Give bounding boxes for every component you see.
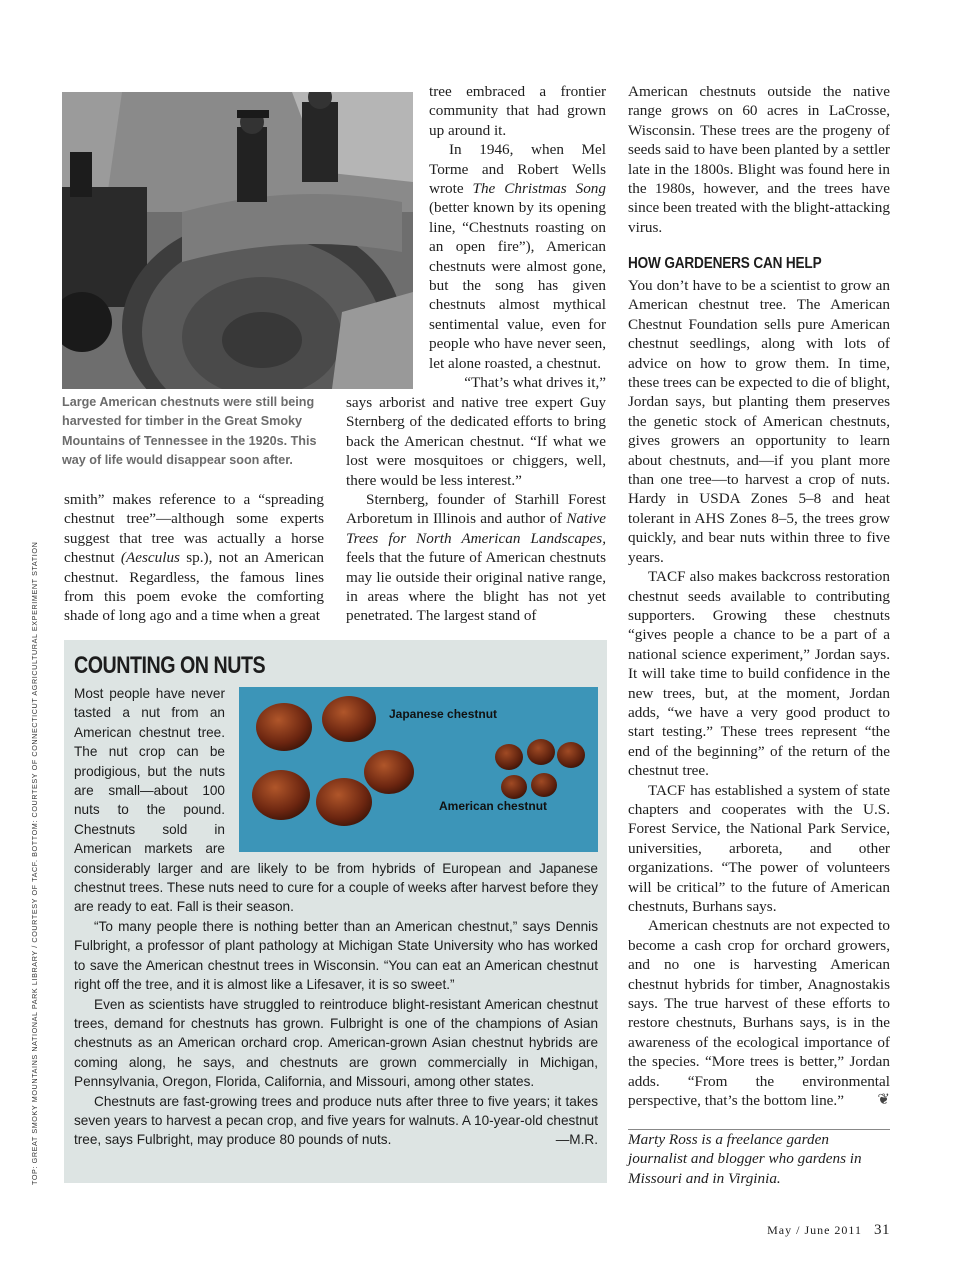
page-number: 31 (874, 1222, 890, 1238)
col1-text: smith” makes reference to a “spreading chestnut tree”—although some experts suggest that tree was actually a horse chestnut (64, 491, 324, 567)
help-paragraph-2: TACF also makes backcross restoration chestnut seeds available to contributing supporters. Growing these chestnuts “gives people a chance to be a part of a national science experiment,” Jordan says. It will take time to build confidence in the new trees, but, at the moment, Jordan adds, “we have a very good product to start testing.” These trees represent “the end of the beginning” of the return of the chestnut tree. (628, 568, 890, 780)
col2-text: feels that the future of American chestnuts may lie outside their original native range, in areas where the blight has not yet penetrated. The largest stand of (346, 549, 606, 625)
col2-paragraph-5 (346, 490, 606, 626)
logging-photo (62, 92, 413, 389)
japanese-chestnut (364, 750, 414, 794)
japanese-chestnut (252, 770, 310, 820)
sidebar-box (64, 640, 607, 1183)
col2-paragraph-4: says arborist and native tree expert Guy Sternberg of the dedicated efforts to bring back the American chestnut. “If what we lost were mosquitoes or chiggers, well, there would be less interest.” (346, 394, 606, 489)
book-title: Native Trees for North American Landscapes, (346, 510, 606, 547)
issue-date: May / June 2011 (767, 1223, 862, 1237)
chestnuts-photo (239, 687, 598, 852)
american-chestnut (527, 739, 555, 765)
page-footer (728, 1222, 890, 1239)
japanese-chestnut (256, 703, 312, 751)
sidebar-paragraph-3: Even as scientists have struggled to reintroduce blight-resistant American chestnut trees, demand for chestnuts has grown. Fulbright is one of the champions of Asian chestnuts as an American orchard crop. American-grown Asian chestnut hybrids are coming along, he says, and chestnuts are grown commercially in Michigan, Pennsylvania, Oregon, Florida, California, and Missouri, among other states. (74, 996, 598, 1090)
american-label: American chestnut (439, 799, 548, 813)
sidebar-paragraph-4-text: Chestnuts are fast-growing trees and produce nuts after three to five years; it takes seven years to harvest a pecan crop, and five years for walnuts. A 10-year-old chestnut tree, says Fulbright, may produce 80 pounds of nuts. (74, 1093, 598, 1148)
help-paragraph-1: You don’t have to be a scientist to grow an American chestnut tree. The American Chestnut Foundation sells pure American chestnut seedlings, along with lots of advice on how to grow them. In time, these trees can be expected to die of blight, Jordan says, but planting them preserves the genetic stock of American chestnuts, gives growers an opportunity to learn about chestnuts, and—if you plant more than one tree—to harvest a crop of nuts. Hardy in USDA Zones 5–8 and heat tolerant in AHS Zones 8–5, the trees grow quickly, and bear nuts within three to five years. (628, 277, 890, 566)
section-heading: HOW GARDENERS CAN HELP (628, 255, 822, 272)
col2-text: In 1946, when Mel Torme and Robert Wells wrote (429, 141, 606, 198)
column-2-lower (346, 393, 606, 626)
american-chestnut (501, 775, 527, 799)
american-chestnut (495, 744, 523, 770)
col1-paragraph (64, 490, 324, 626)
column-3-help (628, 276, 890, 1110)
help-paragraph-4-text: American chestnuts are not expected to become a cash crop for orchard growers, and no one is harvesting American chestnut hybrids for timber, Anagnostakis says. The true harvest of these efforts to restore chestnuts, Burhans says, is in the awareness of the ecological importance of the species. “More trees is better,” Jordan adds. “From the environmental perspective, that’s the bottom line.” (628, 917, 890, 1110)
column-1-text (64, 490, 324, 626)
col2-paragraph-3: “That’s what drives it,” (464, 374, 606, 392)
japanese-chestnut (316, 778, 372, 826)
col2-text: Sternberg, founder of Starhill Forest Arboretum in Illinois and author of (346, 491, 606, 528)
american-chestnut (531, 773, 557, 797)
sidebar-paragraph-4 (74, 1092, 598, 1150)
sidebar-title: COUNTING ON NUTS (74, 652, 266, 679)
col2-paragraph-1: tree embraced a frontier community that had grown up around it. (429, 83, 606, 139)
photo-credit (30, 541, 42, 1185)
photo-caption: Large American chestnuts were still being harvested for timber in the Great Smoky Mountains of Tennessee in the 1920s. This way of life would disappear soon after. (62, 395, 317, 468)
sidebar-paragraph-1: Most people have never tasted a nut from an American chestnut tree. The nut crop can be prodigious, but the nuts are small—about 100 nuts to the pound. Chestnuts sold in American markets are considerably larger and are likely to be from hybrids of European and Japanese chestnut trees. These nuts need to cure for a couple of weeks after harvest before they are ready to eat. Fall is their season. (74, 686, 598, 915)
sidebar-signoff: —M.R. (555, 1132, 598, 1148)
col3-paragraph-1: American chestnuts outside the native range grows on 60 acres in LaCrosse, Wisconsin. These trees are the progeny of seeds said to have been planted by a settler late in the 1800s. Blight was found here in the 1980s, however, and the trees have since been treated with the blight-attacking virus. (628, 83, 890, 236)
help-paragraph-3: TACF has established a system of state chapters and cooperates with the U.S. Forest Service, the National Park Service, universities, arboreta, and other organizations. “The power of volunteers will be critical” to the future of American chestnuts, Burhans says. (628, 781, 890, 915)
col2-paragraph-2 (429, 140, 606, 373)
end-mark-icon: ❦ (877, 1092, 890, 1109)
help-paragraph-4 (628, 916, 890, 1110)
genus-name: (Aesculus (120, 549, 180, 567)
author-bio: Marty Ross is a freelance garden journalist and blogger who gardens in Missouri and in Virginia. (628, 1129, 890, 1188)
photo-credit-text: TOP: GREAT SMOKY MOUNTAINS NATIONAL PARK LIBRARY / COURTESY OF TACF. BOTTOM: COURTESY OF CONNECTICUT AGRICULTURAL EXPERIMENT STATION (30, 541, 39, 1185)
col1-text: sp.), not an American chestnut. Regardless, the famous lines from this poem evoke the comforting shade of long ago and a time when a great (64, 549, 324, 625)
sidebar-text (74, 684, 598, 1150)
col2-text: (better known by its opening line, “Chestnuts roasting on an open fire”), American chestnuts were almost gone, but the song has given chestnuts almost mythical sentimental value, even for people who have never seen, let alone roasted, a chestnut. (429, 199, 606, 372)
japanese-chestnut (322, 696, 376, 742)
column-3-text (628, 82, 890, 237)
column-2-upper (429, 82, 606, 393)
american-chestnut (557, 742, 585, 768)
sidebar-paragraph-2: “To many people there is nothing better than an American chestnut,” says Dennis Fulbright, a professor of plant pathology at Michigan State University who has worked to save the American chestnut trees in Wisconsin. “You can eat an American chestnut right off the tree, and it is almost like a Lifesaver, it is so sweet.” (74, 918, 598, 993)
song-title: The Christmas Song (472, 180, 606, 198)
japanese-label: Japanese chestnut (389, 707, 498, 721)
logging-photo-drawing (62, 92, 413, 389)
